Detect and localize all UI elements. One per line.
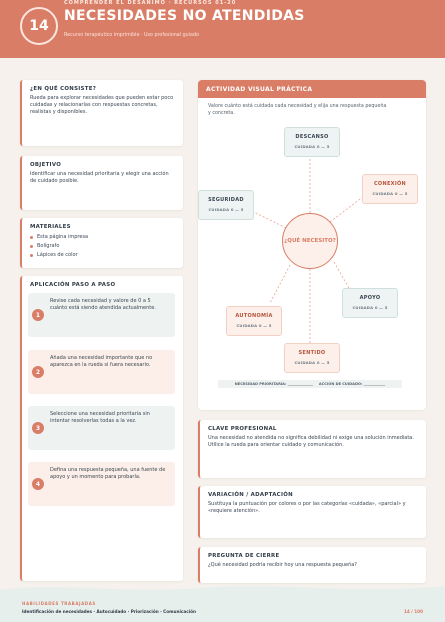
activity-title: ACTIVIDAD VISUAL PRÁCTICA	[198, 80, 426, 98]
steps-title: APLICACIÓN PASO A PASO	[30, 282, 116, 288]
step-item	[28, 462, 175, 506]
objective-title: OBJETIVO	[30, 162, 62, 168]
step-text: Añada una necesidad importante que no aparezca en la rueda si fuera necesario.	[50, 355, 153, 368]
variation-card	[198, 486, 426, 538]
step-number: 3	[32, 422, 44, 434]
key-text: Una necesidad no atendida no significa debilidad ni exige una solución inmediata. Utilice la rueda para orientar cuidado y comunicación.	[208, 435, 414, 448]
answer-need-label: NECESIDAD PRIORITARIA: ______________	[234, 382, 313, 386]
objective-text: Identificar una necesidad prioritaria y elegir una acción de cuidado posible.	[30, 171, 169, 184]
header-kicker: COMPRENDER EL DESÁNIMO · RECURSOS 01-20	[64, 0, 237, 6]
page-footer	[0, 590, 445, 622]
node-seguridad[interactable]: SEGURIDAD CUIDADA 0 — 5	[198, 190, 254, 220]
step-number: 4	[32, 478, 44, 490]
about-text: Rueda para explorar necesidades que pueden estar poco cuidadas y relacionarlas con respuestas concretas, realistas y disponibles.	[30, 95, 174, 115]
materials-title: MATERIALES	[30, 224, 71, 230]
closing-text: ¿Qué necesidad podría recibir hoy una respuesta pequeña?	[208, 562, 357, 568]
closing-card	[198, 547, 426, 583]
step-number: 2	[32, 366, 44, 378]
step-item	[28, 293, 175, 337]
node-conexion[interactable]: CONEXIÓN CUIDADA 0 — 5	[362, 174, 418, 204]
material-item: Bolígrafo	[30, 242, 175, 251]
step-number: 1	[32, 309, 44, 321]
variation-text: Sustituya la puntuación por colores o por las categorías «cuidada», «parcial» y «requiere atención».	[208, 501, 406, 514]
header-wave-decoration	[0, 40, 445, 70]
footer-skills: Identificación de necesidades · Autocuidado · Priorización · Comunicación	[22, 609, 196, 614]
variation-title: VARIACIÓN / ADAPTACIÓN	[208, 492, 293, 498]
about-card	[20, 80, 183, 146]
step-text: Revise cada necesidad y valore de 0 a 5 cuánto está siendo atendida actualmente.	[50, 298, 156, 311]
materials-list	[30, 233, 175, 260]
resource-number-badge: 14	[20, 7, 58, 45]
materials-card	[20, 218, 183, 268]
wheel-center-question: ¿QUÉ NECESITO?	[282, 213, 338, 269]
node-apoyo[interactable]: APOYO CUIDADA 0 — 5	[342, 288, 398, 318]
activity-instructions: Valore cuánto está cuidada cada necesidad y elija una respuesta pequeña y concreta.	[208, 104, 387, 116]
answer-action-label: ACCIÓN DE CUIDADO: ____________	[318, 382, 386, 386]
objective-card	[20, 156, 183, 210]
page-title: NECESIDADES NO ATENDIDAS	[64, 8, 305, 24]
material-item: Esta página impresa	[30, 233, 175, 242]
closing-title: PREGUNTA DE CIERRE	[208, 553, 280, 559]
footer-kicker: HABILIDADES TRABAJADAS	[22, 601, 96, 606]
step-text: Defina una respuesta pequeña, una fuente de apoyo y un momento para probarla.	[50, 467, 166, 480]
node-autonomia[interactable]: AUTONOMÍA CUIDADA 0 — 5	[226, 306, 282, 336]
node-descanso[interactable]: DESCANSO CUIDADA 0 — 5	[284, 127, 340, 157]
about-title: ¿EN QUÉ CONSISTE?	[30, 86, 97, 92]
material-item: Lápices de color	[30, 251, 175, 260]
step-text: Seleccione una necesidad prioritaria sin intentar resolverlas todas a la vez.	[50, 411, 150, 424]
node-sentido[interactable]: SENTIDO CUIDADA 0 — 5	[284, 343, 340, 373]
answer-line[interactable]	[218, 380, 402, 388]
page-number: 14 / 100	[403, 609, 423, 614]
page-subtitle: Recurso terapéutico imprimible · Uso profesional guiado	[64, 33, 199, 38]
key-title: CLAVE PROFESIONAL	[208, 426, 277, 432]
key-card	[198, 420, 426, 478]
step-item	[28, 406, 175, 450]
step-item	[28, 350, 175, 394]
